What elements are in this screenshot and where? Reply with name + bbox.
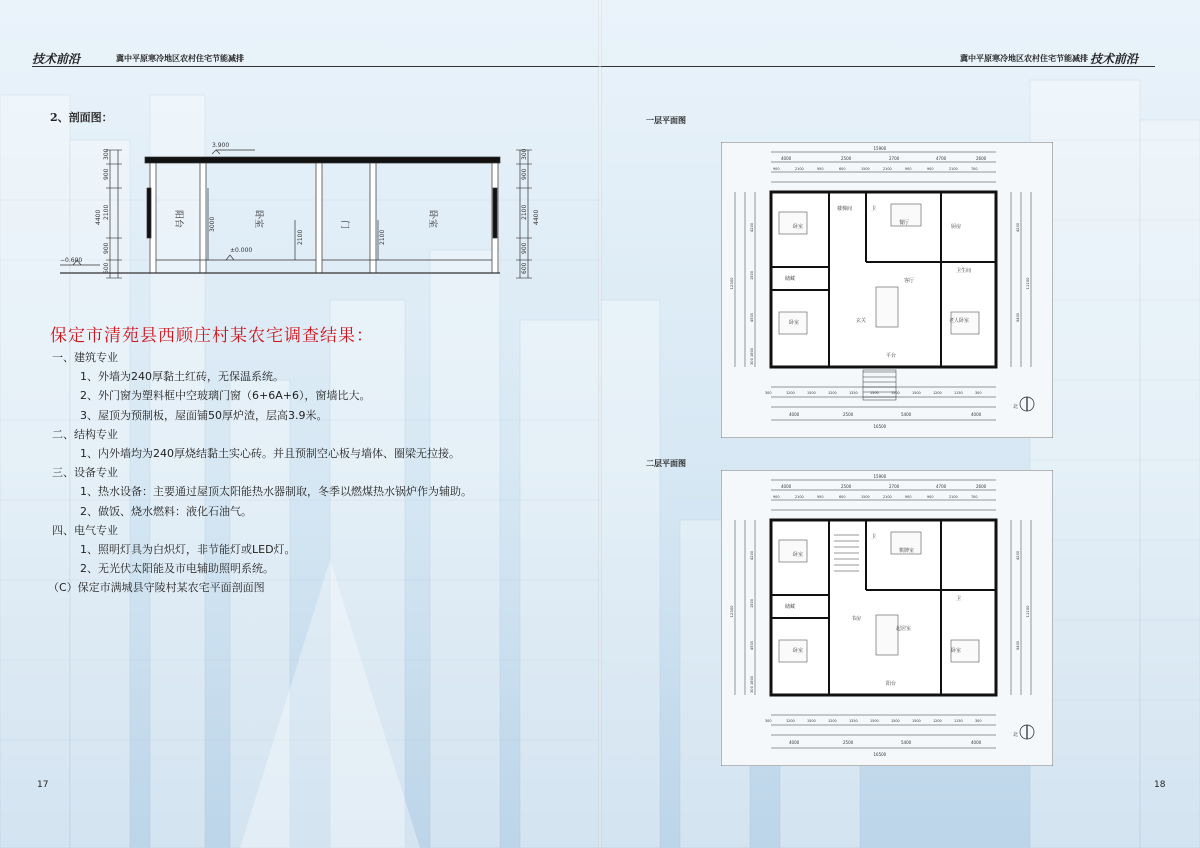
dim-top-sub: 2100: [795, 167, 804, 171]
dim-top: 2600: [976, 156, 987, 161]
room-label: 储藏: [785, 276, 796, 282]
dim-top-sub: 950: [817, 495, 824, 499]
dim-bottom-sub: 300: [975, 719, 982, 723]
survey-title: 保定市清苑县西顾庄村某农宅调查结果：: [50, 326, 374, 346]
dim-top: 4000: [781, 156, 792, 161]
dim-bottom-sub: 1200: [828, 719, 837, 723]
dim-right: 5400: [1016, 640, 1020, 650]
dim-top-sub: 950: [817, 167, 824, 171]
dim-bottom-sub: 1150: [954, 391, 963, 395]
floor-plan-1: [721, 142, 1053, 442]
dim-bottom: 5400: [901, 740, 912, 745]
room-balcony: 阳台: [173, 210, 183, 229]
dim-bottom-sub: 1150: [954, 719, 963, 723]
svg-text:4400: 4400: [95, 209, 102, 225]
elevation-zero-label: ±0.000: [230, 247, 253, 254]
spine: [598, 0, 602, 848]
svg-text:300: 300: [521, 148, 528, 160]
dim-top-sub: 600: [839, 495, 846, 499]
dim-bottom-sub: 1200: [786, 719, 795, 723]
svg-text:2100: 2100: [379, 229, 386, 245]
dim-top-total: 15900: [873, 146, 887, 151]
dim-top-sub: 900: [905, 167, 912, 171]
dim-left: 300: [750, 358, 754, 365]
list-heading: 一、建筑专业: [52, 351, 118, 364]
dim-bottom: 4000: [971, 412, 982, 417]
list-item: 1、照明灯具为白炽灯，非节能灯或LED灯。: [80, 543, 296, 557]
dim-top: 2500: [841, 484, 852, 489]
dim-top-total: 15900: [873, 474, 887, 479]
svg-text:2100: 2100: [297, 229, 304, 245]
dim-top: 2500: [841, 156, 852, 161]
svg-text:3000: 3000: [209, 216, 216, 232]
dim-bottom-sub: 1500: [870, 719, 879, 723]
north-label: 北: [1013, 404, 1019, 410]
svg-text:900: 900: [521, 168, 528, 180]
plan1-title: 一层平面图: [646, 116, 686, 125]
svg-text:2100: 2100: [103, 204, 110, 220]
section-title: 2、剖面图：: [50, 111, 113, 124]
svg-text:600: 600: [521, 262, 528, 274]
dim-bottom-sub: 1350: [849, 391, 858, 395]
room-label: 书房: [851, 616, 862, 622]
north-label: 北: [1013, 732, 1019, 738]
dim-left: 4500: [750, 312, 754, 322]
dim-left: 1500: [750, 598, 754, 608]
dim-top-sub: 900: [905, 495, 912, 499]
svg-text:900: 900: [521, 242, 528, 254]
room-label: 卧室: [793, 552, 804, 558]
header-title-right: 冀中平原寒冷地区农村住宅节能减排: [960, 54, 1088, 63]
page-number-right: 18: [1154, 780, 1166, 790]
list-item: 2、做饭、烧水燃料：液化石油气。: [80, 504, 252, 518]
dim-top-sub: 2100: [795, 495, 804, 499]
dim-bottom-sub: 1200: [786, 391, 795, 395]
list-item: 3、屋顶为预制板，屋面铺50厚炉渣，层高3.9米。: [80, 408, 328, 422]
dim-bottom-total: 16500: [873, 424, 887, 429]
plan2-title: 二层平面图: [646, 459, 686, 468]
dim-right: 4200: [1016, 222, 1020, 232]
dim-left: 4500: [750, 640, 754, 650]
svg-text:900: 900: [103, 242, 110, 254]
dim-top-sub: 900: [927, 495, 934, 499]
dim-top: 2600: [976, 484, 987, 489]
dim-top-sub: 2100: [883, 495, 892, 499]
svg-text:4400: 4400: [533, 209, 540, 225]
dim-bottom-sub: 300: [765, 391, 772, 395]
elevation-ground-label: −0.600: [60, 257, 83, 264]
dim-left: 4200: [750, 222, 754, 232]
header-logo: 技术前沿: [32, 52, 81, 66]
dim-bottom: 4000: [971, 740, 982, 745]
dim-top-sub: 900: [773, 495, 780, 499]
list-heading: 二、结构专业: [52, 427, 118, 441]
dim-bottom-sub: 300: [765, 719, 772, 723]
elevation-top-label: 3.900: [212, 142, 230, 149]
room-label: 平台: [886, 353, 897, 359]
list-heading: 四、电气专业: [52, 523, 118, 537]
room-label: 老人卧室: [949, 318, 970, 324]
dim-top: 4700: [936, 156, 947, 161]
room-label: 厨房: [951, 224, 962, 230]
header-title: 冀中平原寒冷地区农村住宅节能减排: [116, 54, 244, 63]
dim-bottom-total: 16500: [873, 752, 887, 757]
dim-right: 4200: [1016, 550, 1020, 560]
dim-bottom-sub: 1350: [849, 719, 858, 723]
dim-left: 1800: [750, 675, 754, 685]
dim-right-total: 11100: [1025, 277, 1030, 290]
dim-bottom: 2500: [843, 412, 854, 417]
dim-left: 1500: [750, 270, 754, 280]
room-label: 起居室: [896, 626, 912, 632]
dim-top-sub: 2100: [883, 167, 892, 171]
header-rule: [32, 66, 600, 67]
room-label: 客厅: [904, 278, 915, 284]
dim-bottom-sub: 1500: [870, 391, 879, 395]
dim-bottom-sub: 1500: [891, 719, 900, 723]
dim-left: 300: [750, 686, 754, 693]
floor-plan-2: [721, 470, 1053, 770]
room-label: 餐厅: [899, 220, 910, 226]
dim-bottom: 5400: [901, 412, 912, 417]
svg-text:900: 900: [103, 168, 110, 180]
room-label: 卫: [956, 596, 962, 602]
dim-bottom-sub: 300: [975, 391, 982, 395]
dim-bottom-sub: 1500: [807, 719, 816, 723]
dim-top-sub: 700: [971, 495, 978, 499]
list-heading: 三、设备专业: [52, 466, 118, 480]
room-label: 玄关: [856, 318, 867, 324]
dim-left: 4200: [750, 550, 754, 560]
dim-top: 2700: [889, 484, 900, 489]
dim-bottom: 2500: [843, 740, 854, 745]
dim-top-sub: 900: [927, 167, 934, 171]
dim-right: 5400: [1016, 312, 1020, 322]
list-item: （C）保定市满城县守陵村某农宅平面剖面图: [48, 581, 265, 595]
room-bedroom: 卧室: [253, 210, 263, 229]
header-logo-right: 技术前沿: [1090, 52, 1139, 66]
list-item: 1、热水设备：主要通过屋顶太阳能热水器制取，冬季以燃煤热水锅炉作为辅助。: [80, 485, 472, 499]
dim-top-sub: 600: [839, 167, 846, 171]
list-item: 2、无光伏太阳能及市电辅助照明系统。: [80, 562, 274, 576]
right-page: [600, 0, 1200, 848]
dim-top-sub: 2100: [949, 495, 958, 499]
room-label: 楼梯间: [837, 206, 853, 212]
dim-bottom-sub: 1500: [807, 391, 816, 395]
dim-bottom-sub: 1200: [933, 719, 942, 723]
header-rule-right: [600, 66, 1155, 67]
section-drawing: [40, 130, 560, 300]
room-label: 卧室: [793, 648, 804, 654]
svg-text:2100: 2100: [521, 204, 528, 220]
room-label: 卧室: [951, 648, 962, 654]
dim-top-sub: 1500: [861, 167, 870, 171]
dim-top-sub: 700: [971, 167, 978, 171]
dim-top-sub: 900: [773, 167, 780, 171]
dim-top-sub: 2100: [949, 167, 958, 171]
dim-top: 4700: [936, 484, 947, 489]
dim-top-sub: 1500: [861, 495, 870, 499]
room-bedroom-2: 卧室: [427, 210, 437, 229]
room-label: 棋牌室: [899, 548, 915, 554]
room-label: 卫: [871, 534, 877, 540]
list-item: 1、内外墙均为240厚烧结黏土实心砖。并且预制空心板与墙体、圈梁无拉接。: [80, 447, 460, 461]
dim-bottom-sub: 1500: [912, 719, 921, 723]
dim-bottom: 4000: [789, 740, 800, 745]
svg-text:300: 300: [103, 148, 110, 160]
room-label: 卧室: [793, 224, 804, 230]
room-label: 卫生间: [956, 268, 972, 274]
room-door: 门: [339, 220, 349, 230]
dim-bottom-sub: 1200: [933, 391, 942, 395]
room-label: 储藏: [785, 604, 796, 610]
list-item: 1、外墙为240厚黏土红砖，无保温系统。: [80, 370, 284, 384]
dim-left-total: 12300: [729, 277, 734, 290]
dim-top: 4000: [781, 484, 792, 489]
room-label: 卧室: [789, 320, 800, 326]
page-number-left: 17: [37, 780, 49, 790]
room-label: 阳台: [886, 681, 897, 687]
svg-text:600: 600: [103, 262, 110, 274]
dim-left-total: 12300: [729, 605, 734, 618]
dim-right-total: 11100: [1025, 605, 1030, 618]
dim-bottom-sub: 1200: [828, 391, 837, 395]
room-label: 卫: [871, 206, 877, 212]
dim-bottom: 4000: [789, 412, 800, 417]
dim-top: 2700: [889, 156, 900, 161]
survey-list: [40, 348, 580, 598]
dim-bottom-sub: 1500: [891, 391, 900, 395]
dim-bottom-sub: 1500: [912, 391, 921, 395]
dim-left: 1800: [750, 347, 754, 357]
list-item: 2、外门窗为塑料框中空玻璃门窗（6+6A+6），窗墙比大。: [80, 389, 371, 403]
